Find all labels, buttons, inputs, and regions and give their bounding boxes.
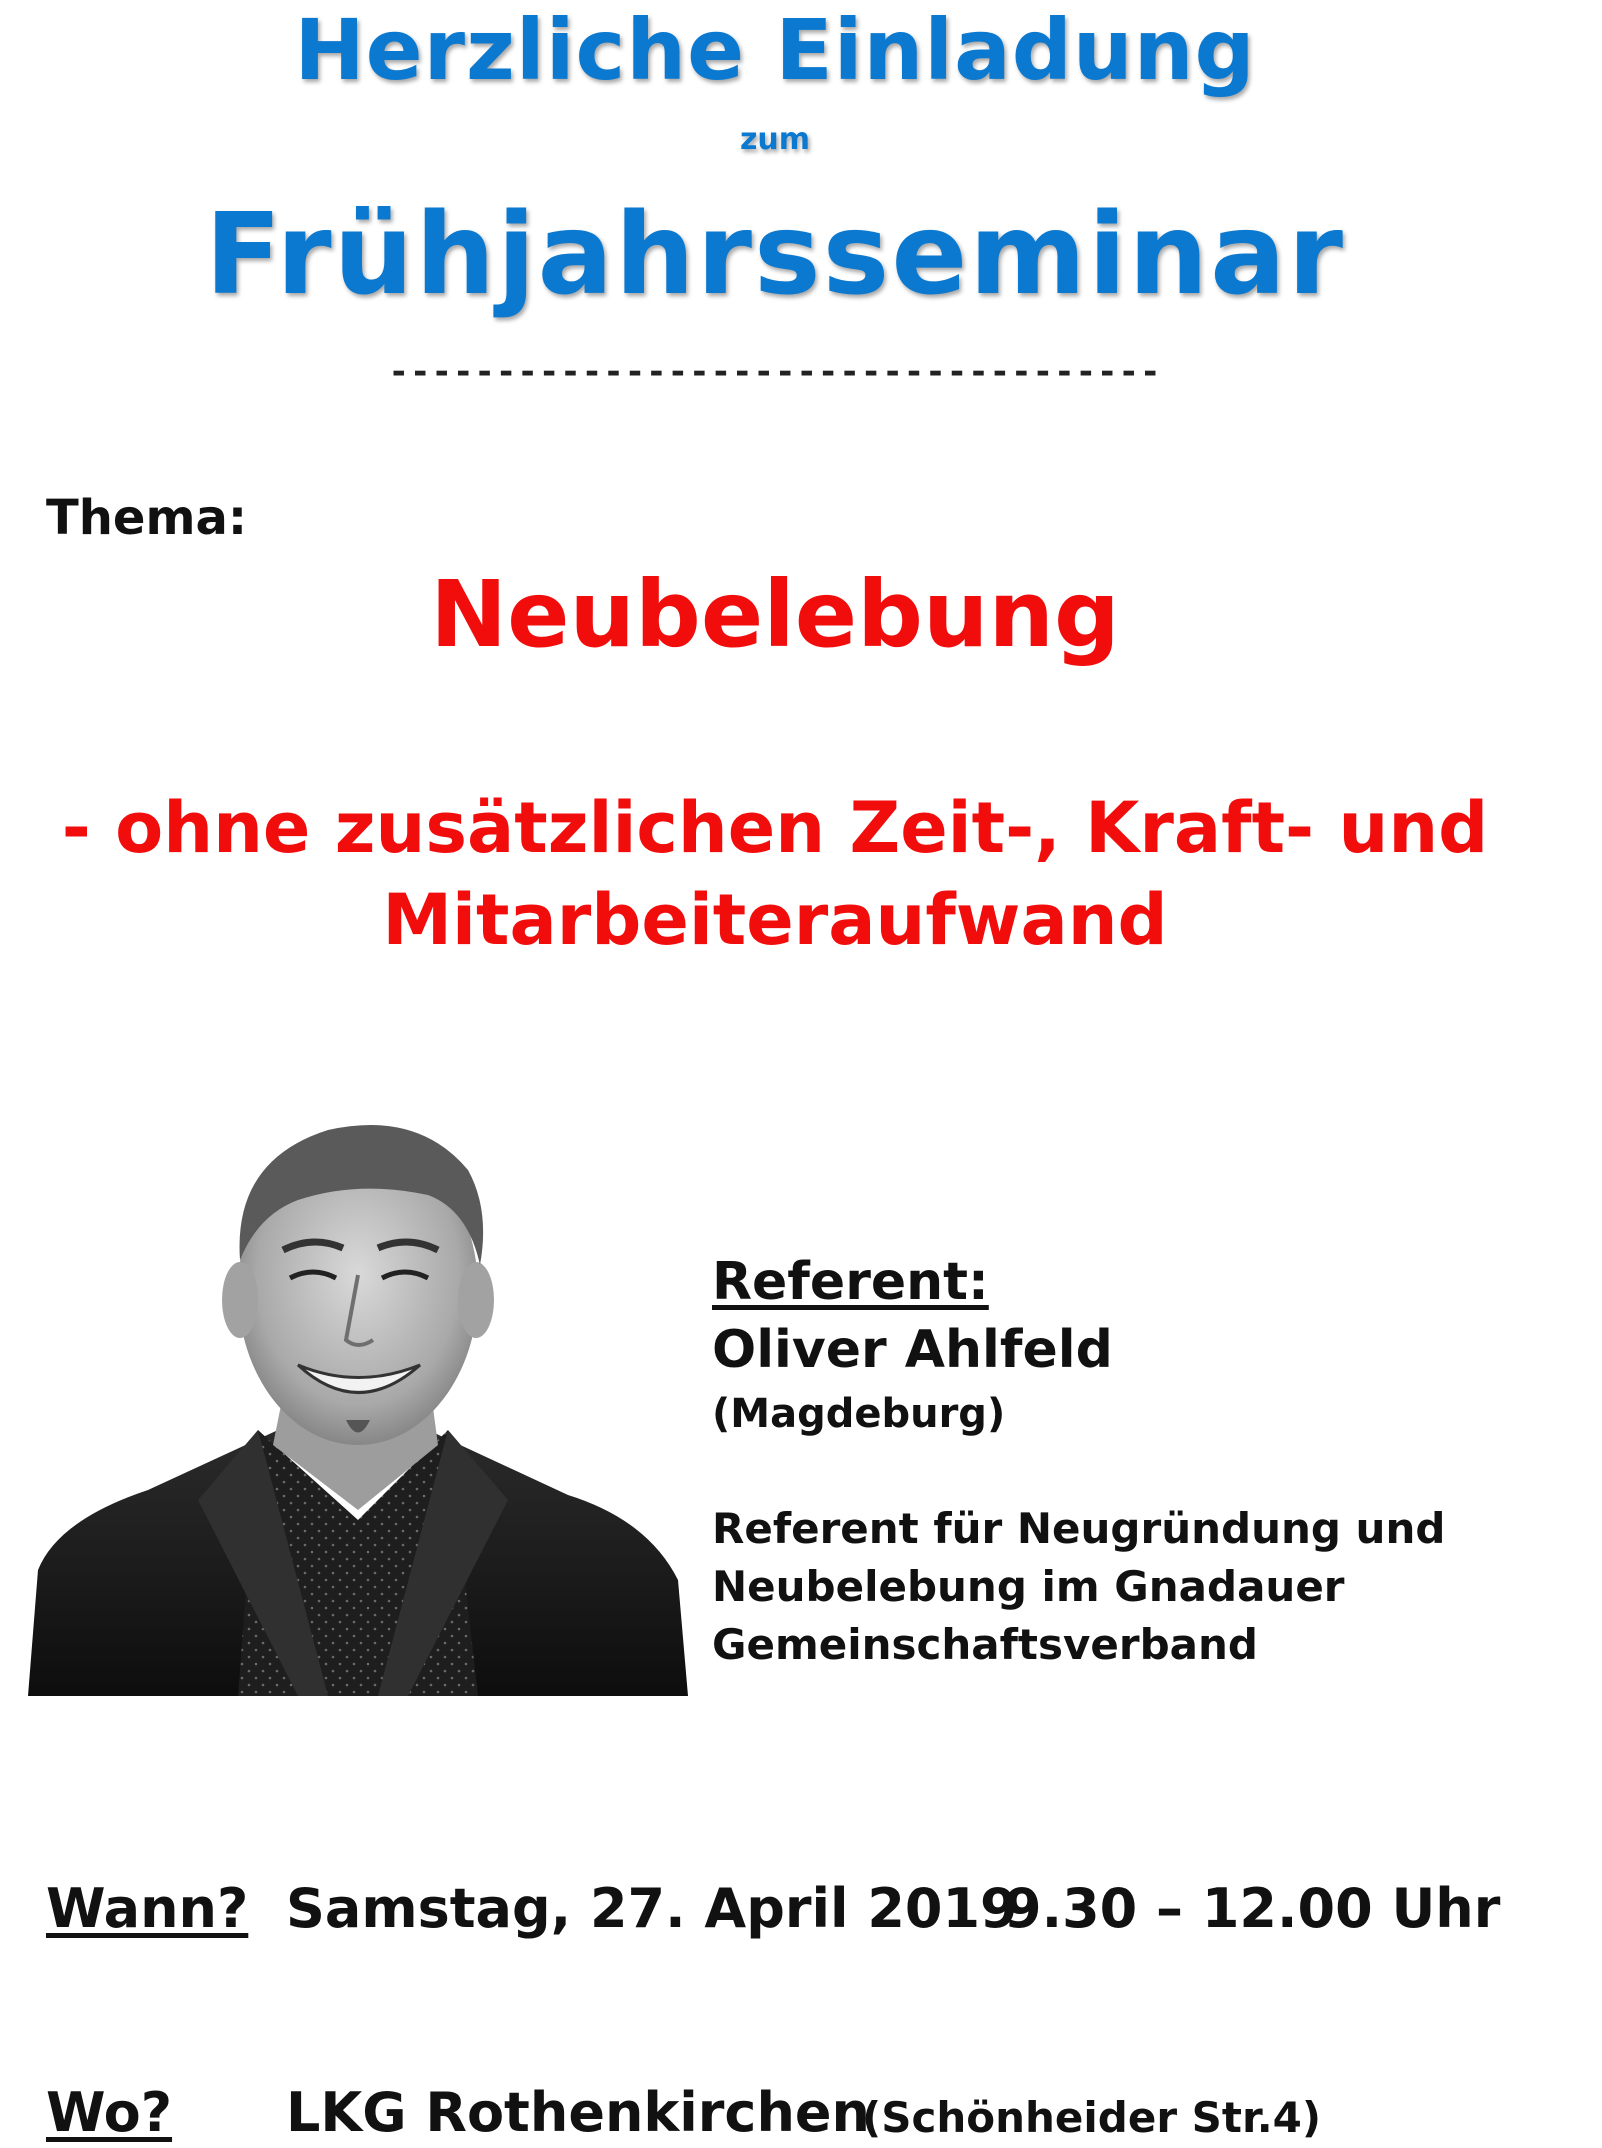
topic-subtitle-line2: Mitarbeiteraufwand <box>382 879 1168 961</box>
seminar-title: Frühjahrsseminar <box>205 190 1345 320</box>
dashed-divider: ------------------------------------ <box>388 352 1162 392</box>
event-time: 9.30 – 12.00 Uhr <box>1004 1877 1501 1940</box>
speaker-description-line: Neubelebung im Gnadauer <box>712 1562 1345 1611</box>
speaker-name: Oliver Ahlfeld <box>712 1320 1113 1380</box>
speaker-description-line: Gemeinschaftsverband <box>712 1620 1258 1669</box>
invitation-heading: Herzliche Einladung <box>294 1 1256 99</box>
where-label: Wo? <box>46 2081 173 2144</box>
event-address: (Schönheider Str.4) <box>862 2093 1322 2142</box>
event-location: LKG Rothenkirchen <box>286 2081 870 2144</box>
speaker-portrait <box>28 1100 688 1696</box>
invitation-connector: zum <box>739 122 811 157</box>
speaker-label: Referent: <box>712 1252 989 1312</box>
event-date: Samstag, 27. April 2019 <box>286 1877 1018 1940</box>
topic-subtitle-line1: - ohne zusätzlichen Zeit-, Kraft- und <box>61 787 1489 869</box>
portrait-photo-icon <box>28 1100 688 1696</box>
when-label: Wann? <box>46 1877 249 1940</box>
topic-title: Neubelebung <box>430 561 1120 668</box>
speaker-city: (Magdeburg) <box>712 1391 1006 1437</box>
speaker-description-line: Referent für Neugründung und <box>712 1504 1446 1553</box>
topic-label: Thema: <box>46 490 248 546</box>
